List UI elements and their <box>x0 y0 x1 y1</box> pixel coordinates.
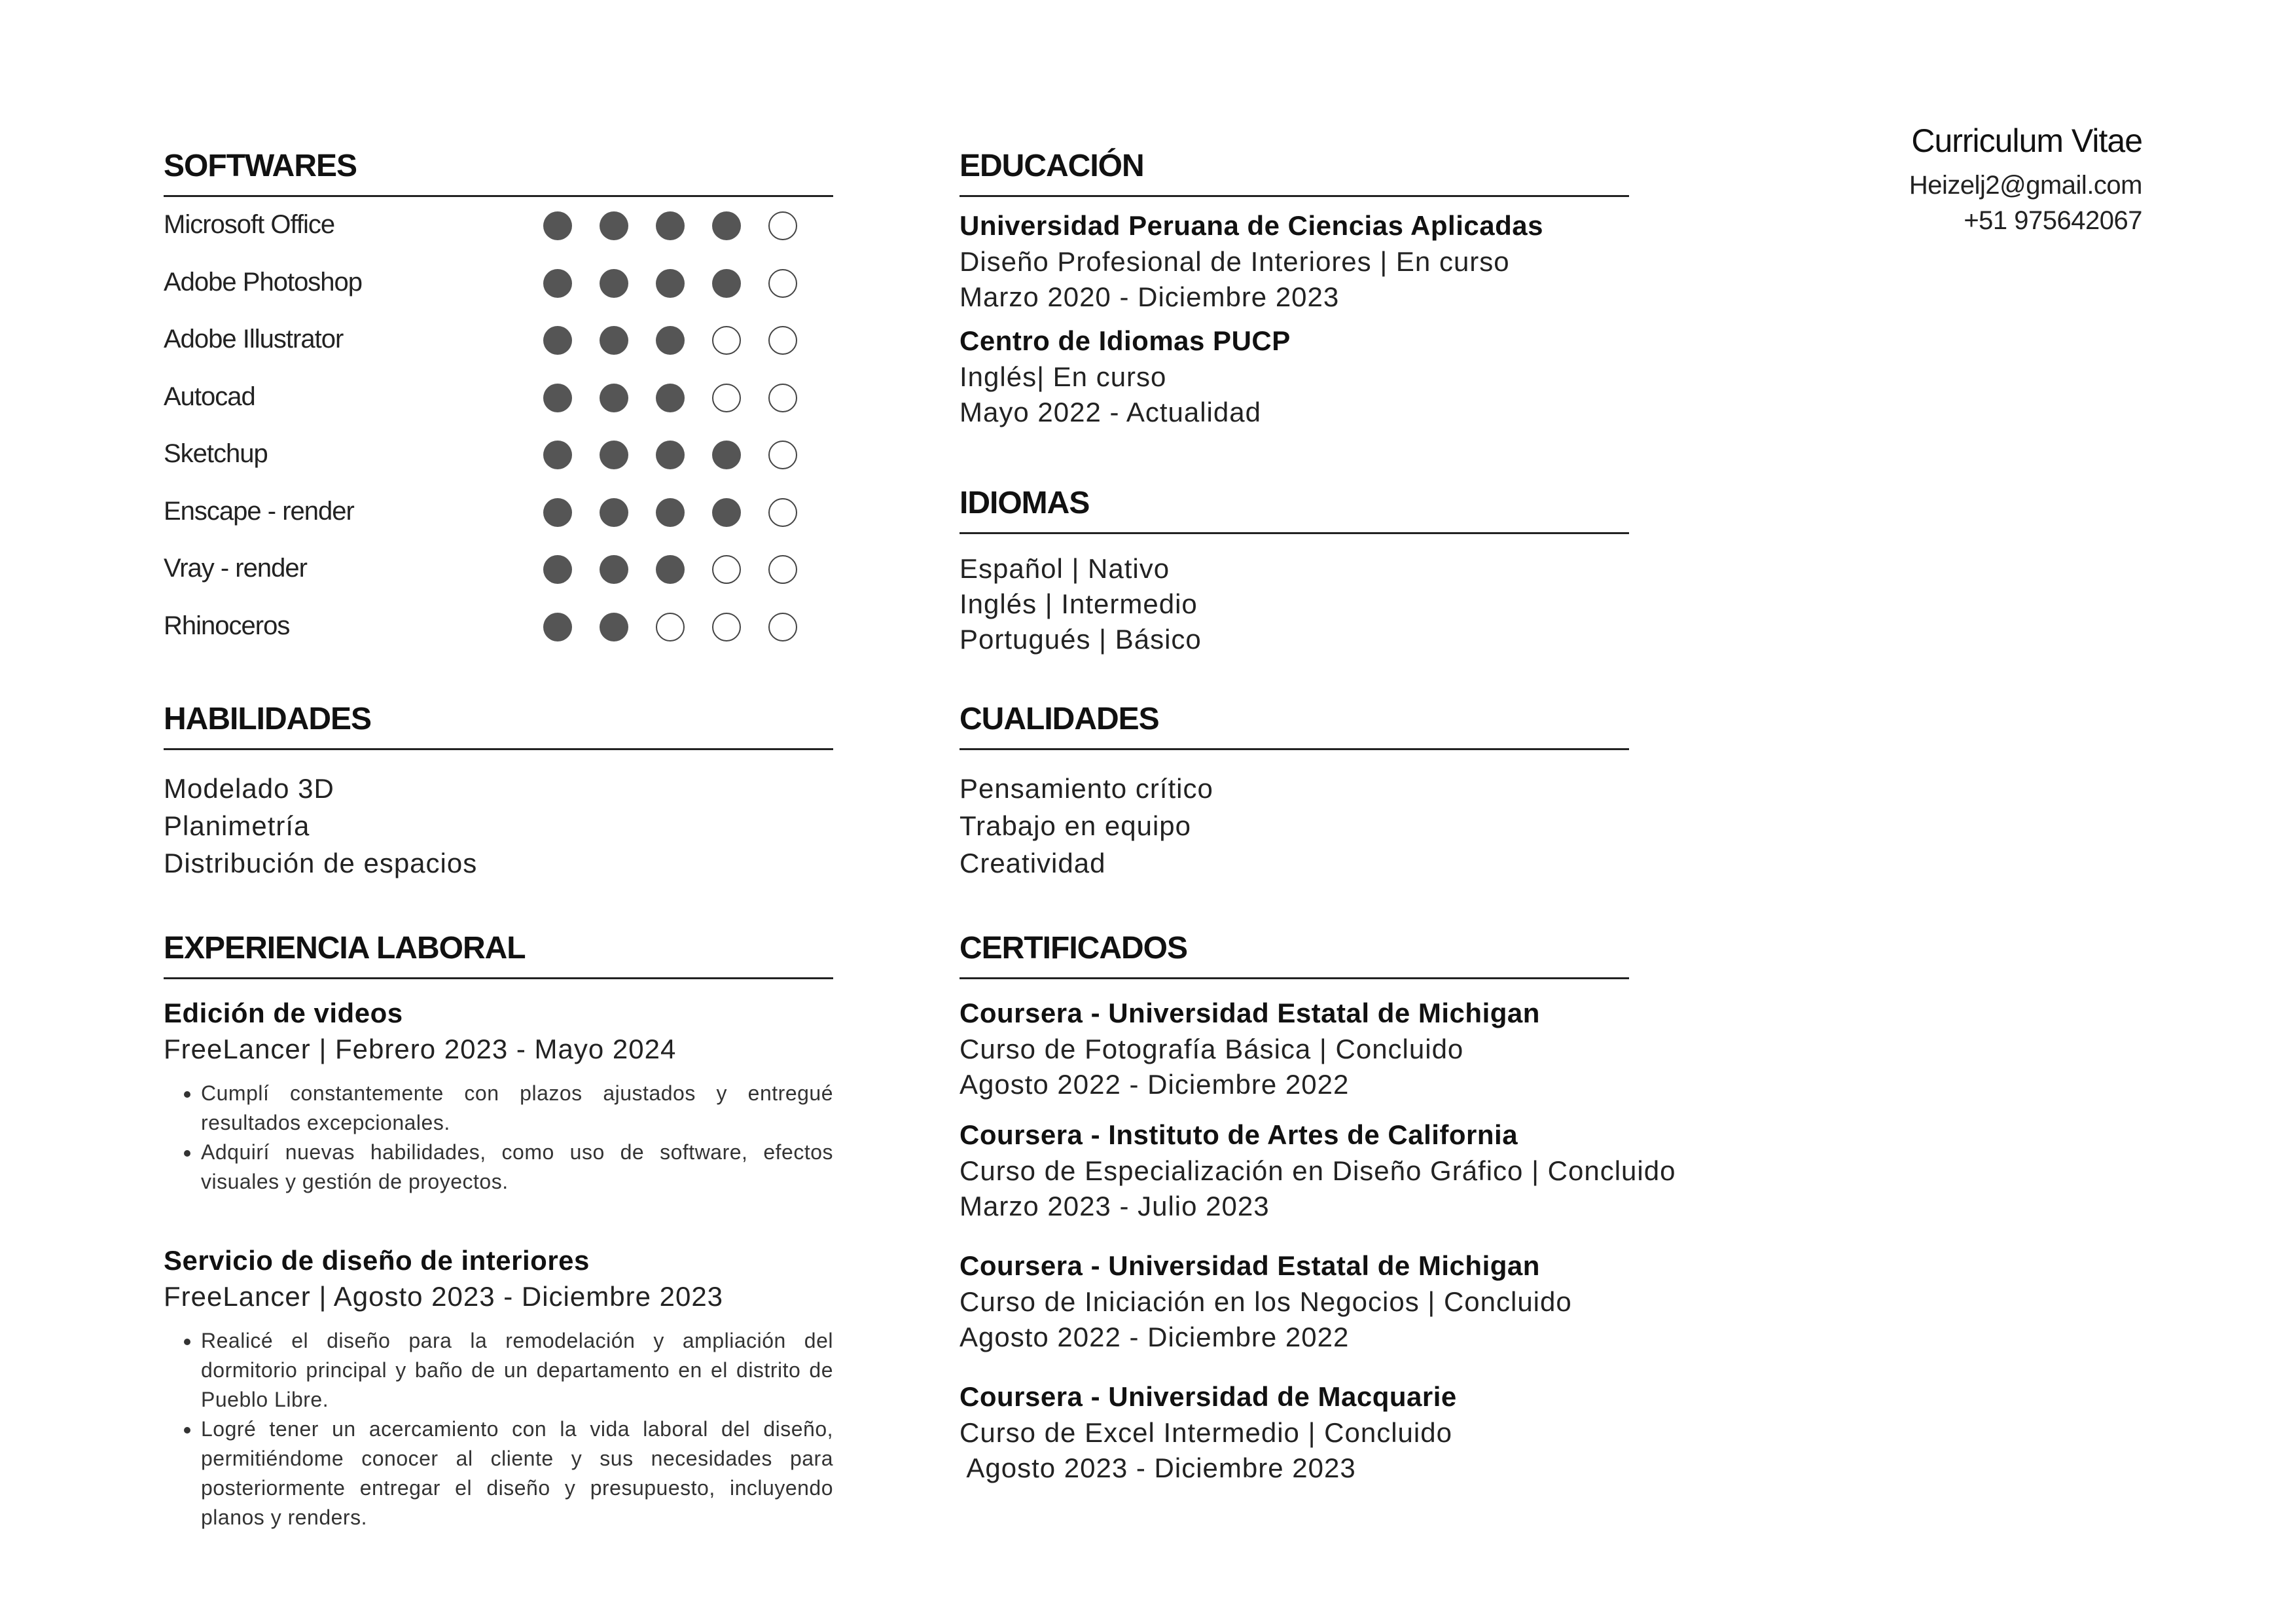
entry-dates: Marzo 2020 - Diciembre 2023 <box>960 281 1340 312</box>
rating-dot-filled <box>600 555 628 584</box>
document-title: Curriculum Vitae <box>1911 122 2142 159</box>
idiomas-section <box>960 482 1629 657</box>
qualities-list <box>960 770 1629 882</box>
section-title: HABILIDADES <box>164 702 372 736</box>
list-item: Modelado 3D <box>164 773 334 804</box>
rating-dot-filled <box>600 613 628 641</box>
education-entry <box>960 208 1629 315</box>
list-item: Español | Nativo <box>960 553 1170 584</box>
entry-detail: Curso de Iniciación en los Negocios | Concluido <box>960 1286 1572 1317</box>
job-subtitle: FreeLancer | Febrero 2023 - Mayo 2024 <box>164 1034 677 1064</box>
certificados-section <box>960 928 1676 1486</box>
skill-rating <box>543 441 797 469</box>
rating-dot-filled <box>656 211 685 240</box>
software-name: Autocad <box>164 382 255 411</box>
rating-dot-filled <box>712 269 741 298</box>
section-divider <box>164 195 833 197</box>
entry-title: Coursera - Universidad Estatal de Michigan <box>960 1250 1540 1281</box>
bullet-item: • Logré tener un acercamiento con la vida laboral del diseño, permitiéndome conocer al cliente y sus necesidades para posteriormente entregar el diseño y presupuesto, incluyendo planos y renders. <box>201 1415 833 1532</box>
rating-dot-filled <box>656 498 685 527</box>
skill-rating <box>543 384 797 412</box>
software-name: Adobe Photoshop <box>164 267 363 297</box>
rating-dot-empty <box>768 498 797 527</box>
rating-dot-filled <box>712 211 741 240</box>
rating-dot-empty <box>768 211 797 240</box>
list-item: Distribución de espacios <box>164 848 478 878</box>
rating-dot-empty <box>768 441 797 469</box>
section-title: CERTIFICADOS <box>960 931 1187 965</box>
entry-detail: Inglés| En curso <box>960 361 1167 392</box>
section-divider <box>960 977 1629 979</box>
rating-dot-filled <box>600 326 628 355</box>
bullet-item: • Realicé el diseño para la remodelación y ampliación del dormitorio principal y baño de un departamento en el distrito de Pueblo Libre. <box>201 1326 833 1415</box>
entry-dates: Agosto 2022 - Diciembre 2022 <box>960 1322 1350 1352</box>
entry-dates: Mayo 2022 - Actualidad <box>960 397 1261 427</box>
rating-dot-filled <box>656 441 685 469</box>
skill-rating <box>543 211 797 240</box>
rating-dot-empty <box>712 384 741 412</box>
software-name: Enscape - render <box>164 496 354 526</box>
section-title: EDUCACIÓN <box>960 149 1144 183</box>
rating-dot-filled <box>656 555 685 584</box>
section-title: CUALIDADES <box>960 702 1159 736</box>
software-list <box>164 204 833 662</box>
skills-list <box>164 770 833 882</box>
bullet-item: • Cumplí constantemente con plazos ajustados y entregué resultados excepcionales. <box>201 1079 833 1138</box>
rating-dot-filled <box>543 269 572 298</box>
rating-dot-filled <box>656 269 685 298</box>
list-item: Pensamiento crítico <box>960 773 1213 804</box>
job-entry <box>164 995 833 1197</box>
section-title: IDIOMAS <box>960 486 1090 520</box>
entry-title: Universidad Peruana de Ciencias Aplicadas <box>960 210 1543 241</box>
skill-rating <box>543 555 797 584</box>
rating-dot-filled <box>600 269 628 298</box>
rating-dot-filled <box>543 441 572 469</box>
software-row <box>164 318 833 376</box>
rating-dot-empty <box>768 613 797 641</box>
section-divider <box>960 748 1629 750</box>
section-divider <box>164 977 833 979</box>
job-entry <box>164 1242 833 1532</box>
skill-rating <box>543 326 797 355</box>
entry-detail: Diseño Profesional de Interiores | En curso <box>960 246 1510 277</box>
cualidades-section <box>960 698 1629 882</box>
rating-dot-empty <box>656 613 685 641</box>
rating-dot-filled <box>600 498 628 527</box>
software-row <box>164 547 833 605</box>
rating-dot-empty <box>768 326 797 355</box>
section-divider <box>960 532 1629 534</box>
job-title: Edición de videos <box>164 998 403 1028</box>
job-title: Servicio de diseño de interiores <box>164 1245 590 1276</box>
section-title: EXPERIENCIA LABORAL <box>164 931 526 965</box>
entry-dates: Agosto 2023 - Diciembre 2023 <box>960 1453 1356 1483</box>
skill-rating <box>543 498 797 527</box>
entry-detail: Curso de Especialización en Diseño Gráfico | Concluido <box>960 1155 1676 1186</box>
software-row <box>164 204 833 261</box>
rating-dot-filled <box>543 498 572 527</box>
languages-list <box>960 551 1629 657</box>
certificate-entry <box>960 1117 1676 1224</box>
job-bullets <box>164 1326 833 1532</box>
rating-dot-filled <box>543 384 572 412</box>
list-item: Portugués | Básico <box>960 624 1202 655</box>
rating-dot-filled <box>712 498 741 527</box>
software-name: Rhinoceros <box>164 611 290 640</box>
experiencia-section <box>164 928 833 1532</box>
software-row <box>164 261 833 319</box>
rating-dot-filled <box>600 384 628 412</box>
entry-title: Coursera - Universidad Estatal de Michigan <box>960 998 1540 1028</box>
certificate-entry <box>960 995 1629 1102</box>
habilidades-section <box>164 698 833 882</box>
entry-title: Centro de Idiomas PUCP <box>960 325 1291 356</box>
rating-dot-filled <box>543 555 572 584</box>
entry-detail: Curso de Fotografía Básica | Concluido <box>960 1034 1464 1064</box>
rating-dot-filled <box>656 326 685 355</box>
contact-phone: +51 975642067 <box>1964 206 2142 235</box>
bullet-item: • Adquirí nuevas habilidades, como uso de software, efectos visuales y gestión de proyectos. <box>201 1138 833 1197</box>
section-divider <box>960 195 1629 197</box>
entry-title: Coursera - Instituto de Artes de California <box>960 1119 1518 1150</box>
rating-dot-filled <box>543 326 572 355</box>
list-item: Planimetría <box>164 810 310 841</box>
rating-dot-empty <box>712 326 741 355</box>
contact-email: Heizelj2@gmail.com <box>1909 171 2142 200</box>
skill-rating <box>543 613 797 641</box>
entry-dates: Marzo 2023 - Julio 2023 <box>960 1191 1270 1221</box>
rating-dot-filled <box>656 384 685 412</box>
education-entry <box>960 323 1629 430</box>
certificate-entry <box>960 1248 1629 1355</box>
rating-dot-empty <box>768 269 797 298</box>
software-name: Sketchup <box>164 439 268 468</box>
software-row <box>164 490 833 548</box>
entry-title: Coursera - Universidad de Macquarie <box>960 1381 1457 1412</box>
softwares-section <box>164 145 833 662</box>
list-item: Trabajo en equipo <box>960 810 1192 841</box>
rating-dot-filled <box>600 211 628 240</box>
rating-dot-empty <box>712 613 741 641</box>
rating-dot-empty <box>768 555 797 584</box>
certificate-entry <box>960 1379 1629 1486</box>
section-divider <box>164 748 833 750</box>
entry-dates: Agosto 2022 - Diciembre 2022 <box>960 1069 1350 1100</box>
rating-dot-filled <box>600 441 628 469</box>
list-item: Creatividad <box>960 848 1106 878</box>
software-row <box>164 433 833 490</box>
rating-dot-filled <box>712 441 741 469</box>
software-row <box>164 605 833 662</box>
job-subtitle: FreeLancer | Agosto 2023 - Diciembre 2023 <box>164 1281 724 1312</box>
contact-header <box>1684 118 2142 238</box>
skill-rating <box>543 269 797 298</box>
rating-dot-filled <box>543 211 572 240</box>
job-bullets <box>164 1079 833 1197</box>
software-name: Microsoft Office <box>164 210 335 239</box>
section-title: SOFTWARES <box>164 149 357 183</box>
software-name: Vray - render <box>164 554 307 583</box>
software-row <box>164 376 833 433</box>
entry-detail: Curso de Excel Intermedio | Concluido <box>960 1417 1452 1448</box>
list-item: Inglés | Intermedio <box>960 588 1198 619</box>
rating-dot-empty <box>768 384 797 412</box>
educacion-section <box>960 145 1629 430</box>
rating-dot-filled <box>543 613 572 641</box>
software-name: Adobe Illustrator <box>164 325 344 353</box>
rating-dot-empty <box>712 555 741 584</box>
